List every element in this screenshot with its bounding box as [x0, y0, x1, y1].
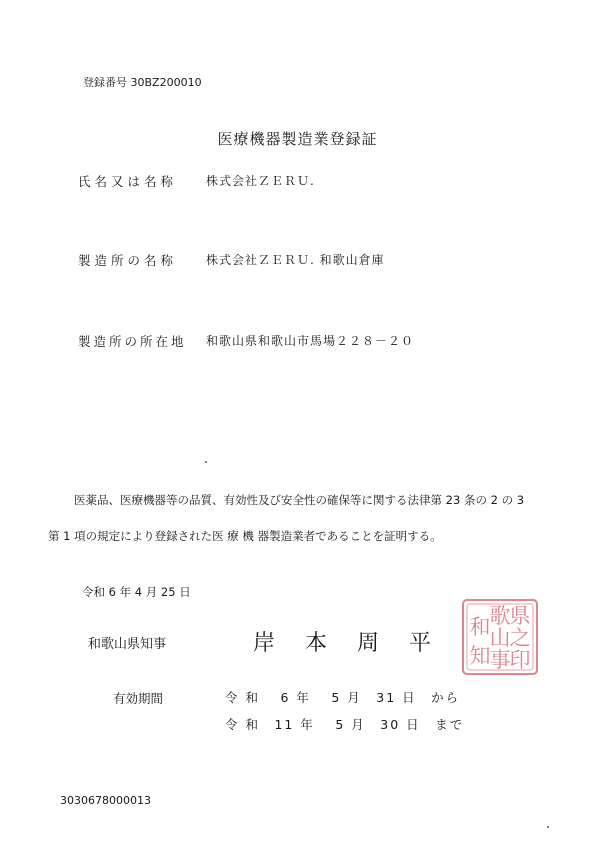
svg-text:歌: 歌 — [489, 604, 511, 628]
certification-line-2: 第 1 項の規定により登録された医 療 機 器製造業者であることを証明する。 — [48, 529, 442, 543]
scan-speck — [547, 826, 549, 828]
official-seal-stamp — [460, 597, 540, 677]
issuer-name: 岸本周平 — [253, 631, 462, 656]
issue-date: 令和 6 年 4 月 25 日 — [82, 585, 191, 599]
svg-text:事: 事 — [489, 648, 511, 672]
field-label-name: 氏名又は名称 — [78, 174, 178, 189]
validity-to: 令 和 11 年 5 月 30 日 まで — [225, 717, 465, 732]
field-label-facility-address: 製造所の所在地 — [78, 334, 187, 349]
certification-line-1: 医薬品、医療機器等の品質、有効性及び安全性の確保等に関する法律第 23 条の 2 の 3 — [74, 493, 525, 507]
field-value-name: 株式会社ＺＥＲＵ. — [206, 174, 315, 188]
document-code: 3030678000013 — [60, 794, 151, 807]
svg-text:県: 県 — [509, 604, 531, 628]
svg-text:之: 之 — [509, 626, 531, 650]
document-title: 医療機器製造業登録証 — [217, 130, 378, 148]
field-value-facility-name: 株式会社ＺＥＲＵ. 和歌山倉庫 — [206, 253, 385, 267]
issuer-title: 和歌山県知事 — [88, 637, 167, 652]
svg-text:印: 印 — [509, 648, 531, 672]
validity-from: 令 和 6 年 5 月 31 日 から — [225, 690, 461, 705]
svg-text:知: 知 — [469, 644, 491, 668]
field-value-facility-address: 和歌山県和歌山市馬場２２８－２０ — [206, 334, 415, 348]
field-label-facility-name: 製造所の名称 — [78, 253, 178, 268]
validity-label: 有効期間 — [113, 691, 164, 706]
svg-text:山: 山 — [489, 626, 511, 650]
scan-speck — [205, 461, 207, 463]
registration-number: 登録番号 30BZ200010 — [83, 76, 202, 89]
svg-text:和: 和 — [469, 615, 491, 639]
